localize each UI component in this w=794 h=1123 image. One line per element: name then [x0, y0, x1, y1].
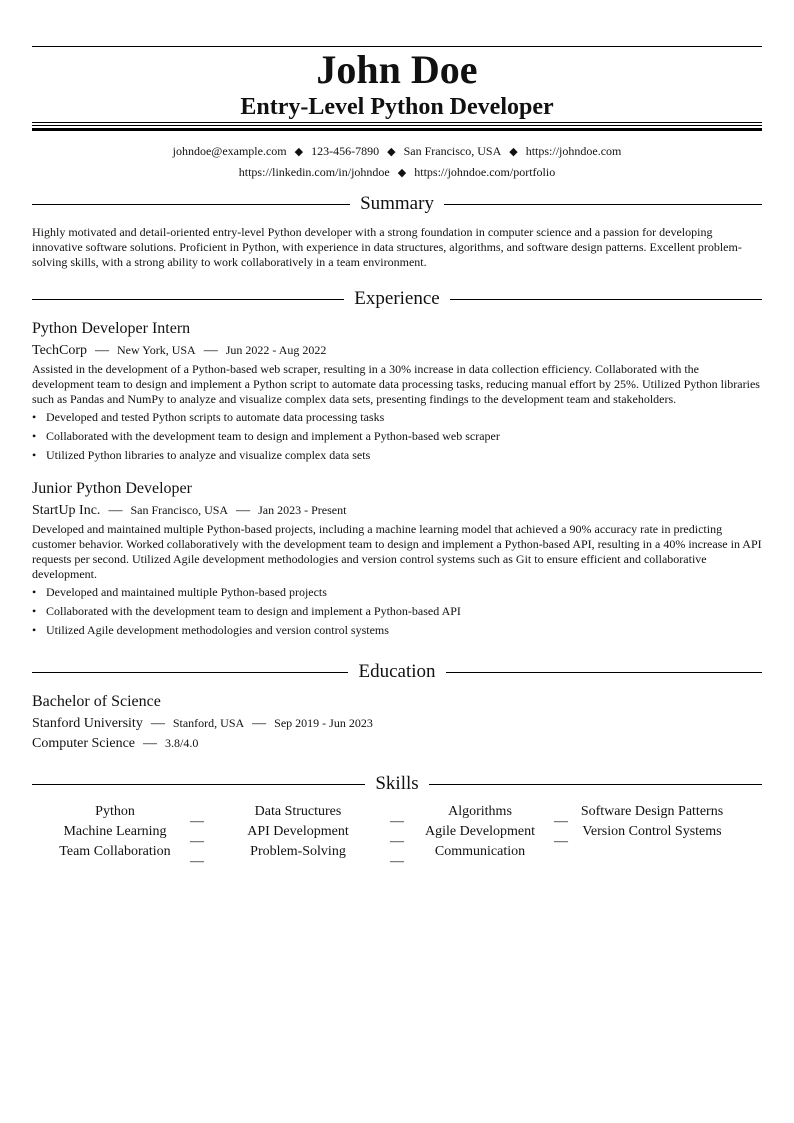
- skill-item: Communication: [434, 844, 526, 859]
- skill-separator: —: [390, 814, 404, 829]
- summary-heading-label: Summary: [360, 193, 434, 214]
- job-bullets: [32, 408, 762, 465]
- skill-separator: —: [390, 834, 404, 849]
- separator-icon: ◆: [509, 146, 518, 158]
- bullet-icon: •: [32, 585, 37, 599]
- experience-heading: [32, 287, 762, 311]
- skill-item: Team Collaboration: [59, 844, 171, 859]
- skill-separator: —: [190, 814, 204, 829]
- skill-item: Version Control Systems: [582, 824, 722, 839]
- separator-icon: ◆: [294, 146, 304, 158]
- list-item: [32, 602, 762, 621]
- job-title: Python Developer Intern: [32, 320, 191, 337]
- skill-item: API Development: [247, 824, 349, 839]
- bullet-text: Utilized Agile development methodologies and version control systems: [46, 623, 389, 637]
- experience-heading-label: Experience: [354, 288, 440, 309]
- contact-portfolio[interactable]: https://johndoe.com/portfolio: [414, 165, 556, 179]
- bullet-text: Collaborated with the development team to design and implement a Python-based API: [46, 604, 461, 618]
- job-description: Developed and maintained multiple Python-based projects, including a machine learning model that achieved a 90% accuracy rate in predicting customer behavior. Worked collaboratively with the development team to design and implement a Python-based API, resulting in a 40% increase in API requests per second. Utilized Agile development methodologies and version control systems such as Git to ensure efficient and collaborative development.: [32, 522, 762, 581]
- skill-item: Problem-Solving: [250, 844, 346, 859]
- list-item: [32, 408, 762, 427]
- bullet-text: Developed and tested Python scripts to automate data processing tasks: [46, 410, 385, 424]
- dash-separator: —: [95, 343, 110, 358]
- job-meta: [32, 501, 346, 520]
- job-dates: Jan 2023 - Present: [258, 503, 347, 517]
- list-item: [32, 446, 762, 465]
- job-location: New York, USA: [117, 343, 196, 357]
- list-item: [32, 427, 762, 446]
- dash-separator: —: [236, 503, 251, 518]
- header-divider: [32, 122, 762, 131]
- school-name: Stanford University: [32, 716, 143, 731]
- skills-heading: [32, 772, 762, 796]
- bullet-text: Developed and maintained multiple Python-based projects: [46, 585, 327, 599]
- list-item: [32, 583, 762, 602]
- major-name: Computer Science: [32, 736, 136, 751]
- dash-separator: —: [143, 736, 158, 751]
- skill-separator: —: [390, 854, 404, 869]
- education-heading-label: Education: [358, 661, 436, 682]
- bullet-icon: •: [32, 623, 37, 637]
- major-meta: [32, 734, 198, 753]
- job-title: Junior Python Developer: [32, 480, 192, 497]
- skill-item: Machine Learning: [63, 824, 167, 839]
- bullet-icon: •: [32, 448, 37, 462]
- education-meta: [32, 714, 373, 733]
- bullet-text: Utilized Python libraries to analyze and visualize complex data sets: [46, 448, 371, 462]
- school-location: Stanford, USA: [172, 716, 245, 730]
- candidate-title: Entry-Level Python Developer: [240, 94, 554, 120]
- skill-separator: —: [190, 854, 204, 869]
- degree-title: Bachelor of Science: [32, 693, 161, 710]
- contact-website[interactable]: https://johndoe.com: [525, 144, 622, 158]
- bullet-icon: •: [32, 410, 37, 424]
- dash-separator: —: [252, 716, 267, 731]
- contact-line-2: [32, 164, 762, 181]
- contact-email[interactable]: johndoe@example.com: [172, 144, 287, 158]
- skill-item: Algorithms: [448, 804, 512, 819]
- bullet-text: Collaborated with the development team to design and implement a Python-based web scraper: [46, 429, 500, 443]
- job-location: San Francisco, USA: [130, 503, 229, 517]
- dash-separator: —: [203, 343, 218, 358]
- job-meta: [32, 341, 326, 360]
- skill-separator: —: [554, 814, 568, 829]
- job-company: TechCorp: [32, 343, 88, 358]
- school-dates: Sep 2019 - Jun 2023: [274, 716, 373, 730]
- job-company: StartUp Inc.: [32, 503, 101, 518]
- skills-grid: [32, 802, 762, 869]
- job-bullets: [32, 583, 762, 640]
- bullet-icon: •: [32, 429, 37, 443]
- contact-phone[interactable]: 123-456-7890: [311, 144, 380, 158]
- summary-text: Highly motivated and detail-oriented entry-level Python developer with a strong foundation in computer science and a passion for developing innovative software solutions. Proficient in Python, with experience in data structures, algorithms, and software design patterns. Excellent problem-solving skills, with a strong ability to work collaboratively in a team environment.: [32, 225, 742, 269]
- skill-row: [32, 802, 762, 829]
- candidate-name: John Doe: [316, 47, 478, 92]
- skill-item: Software Design Patterns: [580, 804, 724, 819]
- skill-item: Data Structures: [254, 804, 342, 819]
- skills-heading-label: Skills: [375, 773, 419, 794]
- separator-icon: ◆: [397, 167, 407, 179]
- contact-location: San Francisco, USA: [403, 144, 502, 158]
- job-description: Assisted in the development of a Python-based web scraper, resulting in a 30% increase in data collection efficiency. Collaborated with the development team to design and implement a Python script to automate data processing tasks, reducing manual effort by 25%. Utilized Python libraries such as Pandas and NumPy to analyze and visualize complex data sets, presenting findings to the development team and stakeholders.: [32, 362, 760, 406]
- skill-item: Python: [95, 804, 135, 819]
- skill-item: Agile Development: [424, 824, 536, 839]
- skill-separator: —: [190, 834, 204, 849]
- education-heading: [32, 660, 762, 684]
- list-item: [32, 621, 762, 640]
- gpa-value: 3.8/4.0: [165, 736, 199, 750]
- dash-separator: —: [150, 716, 165, 731]
- dash-separator: —: [108, 503, 123, 518]
- summary-heading: [32, 192, 762, 216]
- skill-separator: —: [554, 834, 568, 849]
- job-dates: Jun 2022 - Aug 2022: [225, 343, 327, 357]
- contact-linkedin[interactable]: https://linkedin.com/in/johndoe: [238, 165, 390, 179]
- separator-icon: ◆: [387, 146, 396, 158]
- bullet-icon: •: [32, 604, 37, 618]
- contact-line-1: [32, 143, 762, 160]
